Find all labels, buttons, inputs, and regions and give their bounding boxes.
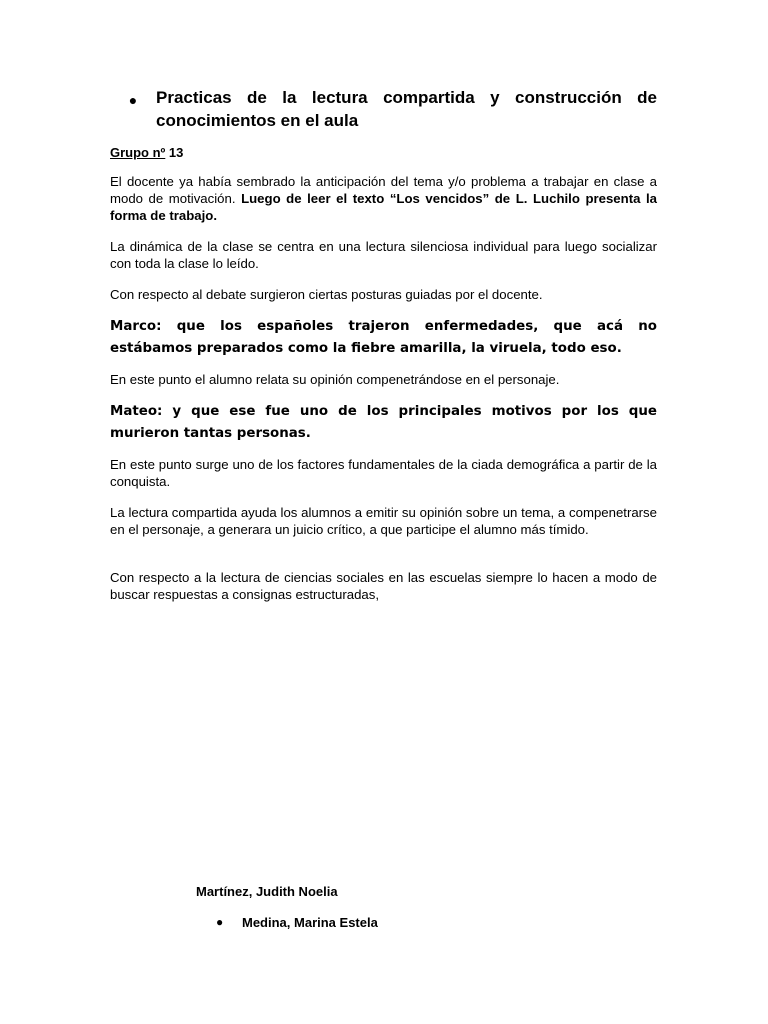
paragraph-intro-text: El docente ya había sembrado la anticipación del tema y/o problema a trabajar en clase a modo de motivación. (110, 174, 657, 206)
bullet-icon: ● (128, 92, 138, 108)
heading-title: Practicas de la lectura compartida y construcción de conocimientos en el aula (156, 88, 657, 130)
group-number: 13 (168, 145, 184, 160)
paragraph-factors: En este punto surge uno de los factores fundamentales de la ciada demográfica a partir de la conquista. (110, 457, 657, 489)
paragraph-intro-bold: Luego de leer el texto “Los vencidos” de L. Luchilo presenta la forma de trabajo. (110, 191, 657, 223)
section-heading (110, 86, 657, 132)
author-second-name: Medina, Marina Estela (242, 915, 378, 930)
paragraph-intro (110, 173, 657, 224)
quote-mateo: Mateo: y que ese fue uno de los principales motivos por los que murieron tantas personas. (110, 404, 657, 441)
author-first: Martínez, Judith Noelia (196, 884, 338, 899)
paragraph-social-sciences: Con respecto a la lectura de ciencias sociales en las escuelas siempre lo hacen a modo de buscar respuestas a consignas estructuradas, (110, 570, 657, 602)
paragraph-opinion: En este punto el alumno relata su opinión compenetrándose en el personaje. (110, 372, 560, 387)
author-second (216, 915, 378, 930)
paragraph-debate: Con respecto al debate surgieron ciertas posturas guiadas por el docente. (110, 287, 543, 302)
group-label (110, 144, 183, 161)
group-label-text: Grupo nº (110, 145, 166, 160)
paragraph-shared-reading: La lectura compartida ayuda los alumnos a emitir su opinión sobre un tema, a compenetrarse en el personaje, a generara un juicio crítico, a que participe el alumno más tímido. (110, 505, 657, 537)
bullet-icon: ● (216, 915, 224, 929)
quote-marco: Marco: que los españoles trajeron enfermedades, que acá no estábamos preparados como la fiebre amarilla, la viruela, todo eso. (110, 319, 657, 356)
paragraph-dynamics: La dinámica de la clase se centra en una lectura silenciosa individual para luego socializar con toda la clase lo leído. (110, 239, 657, 271)
